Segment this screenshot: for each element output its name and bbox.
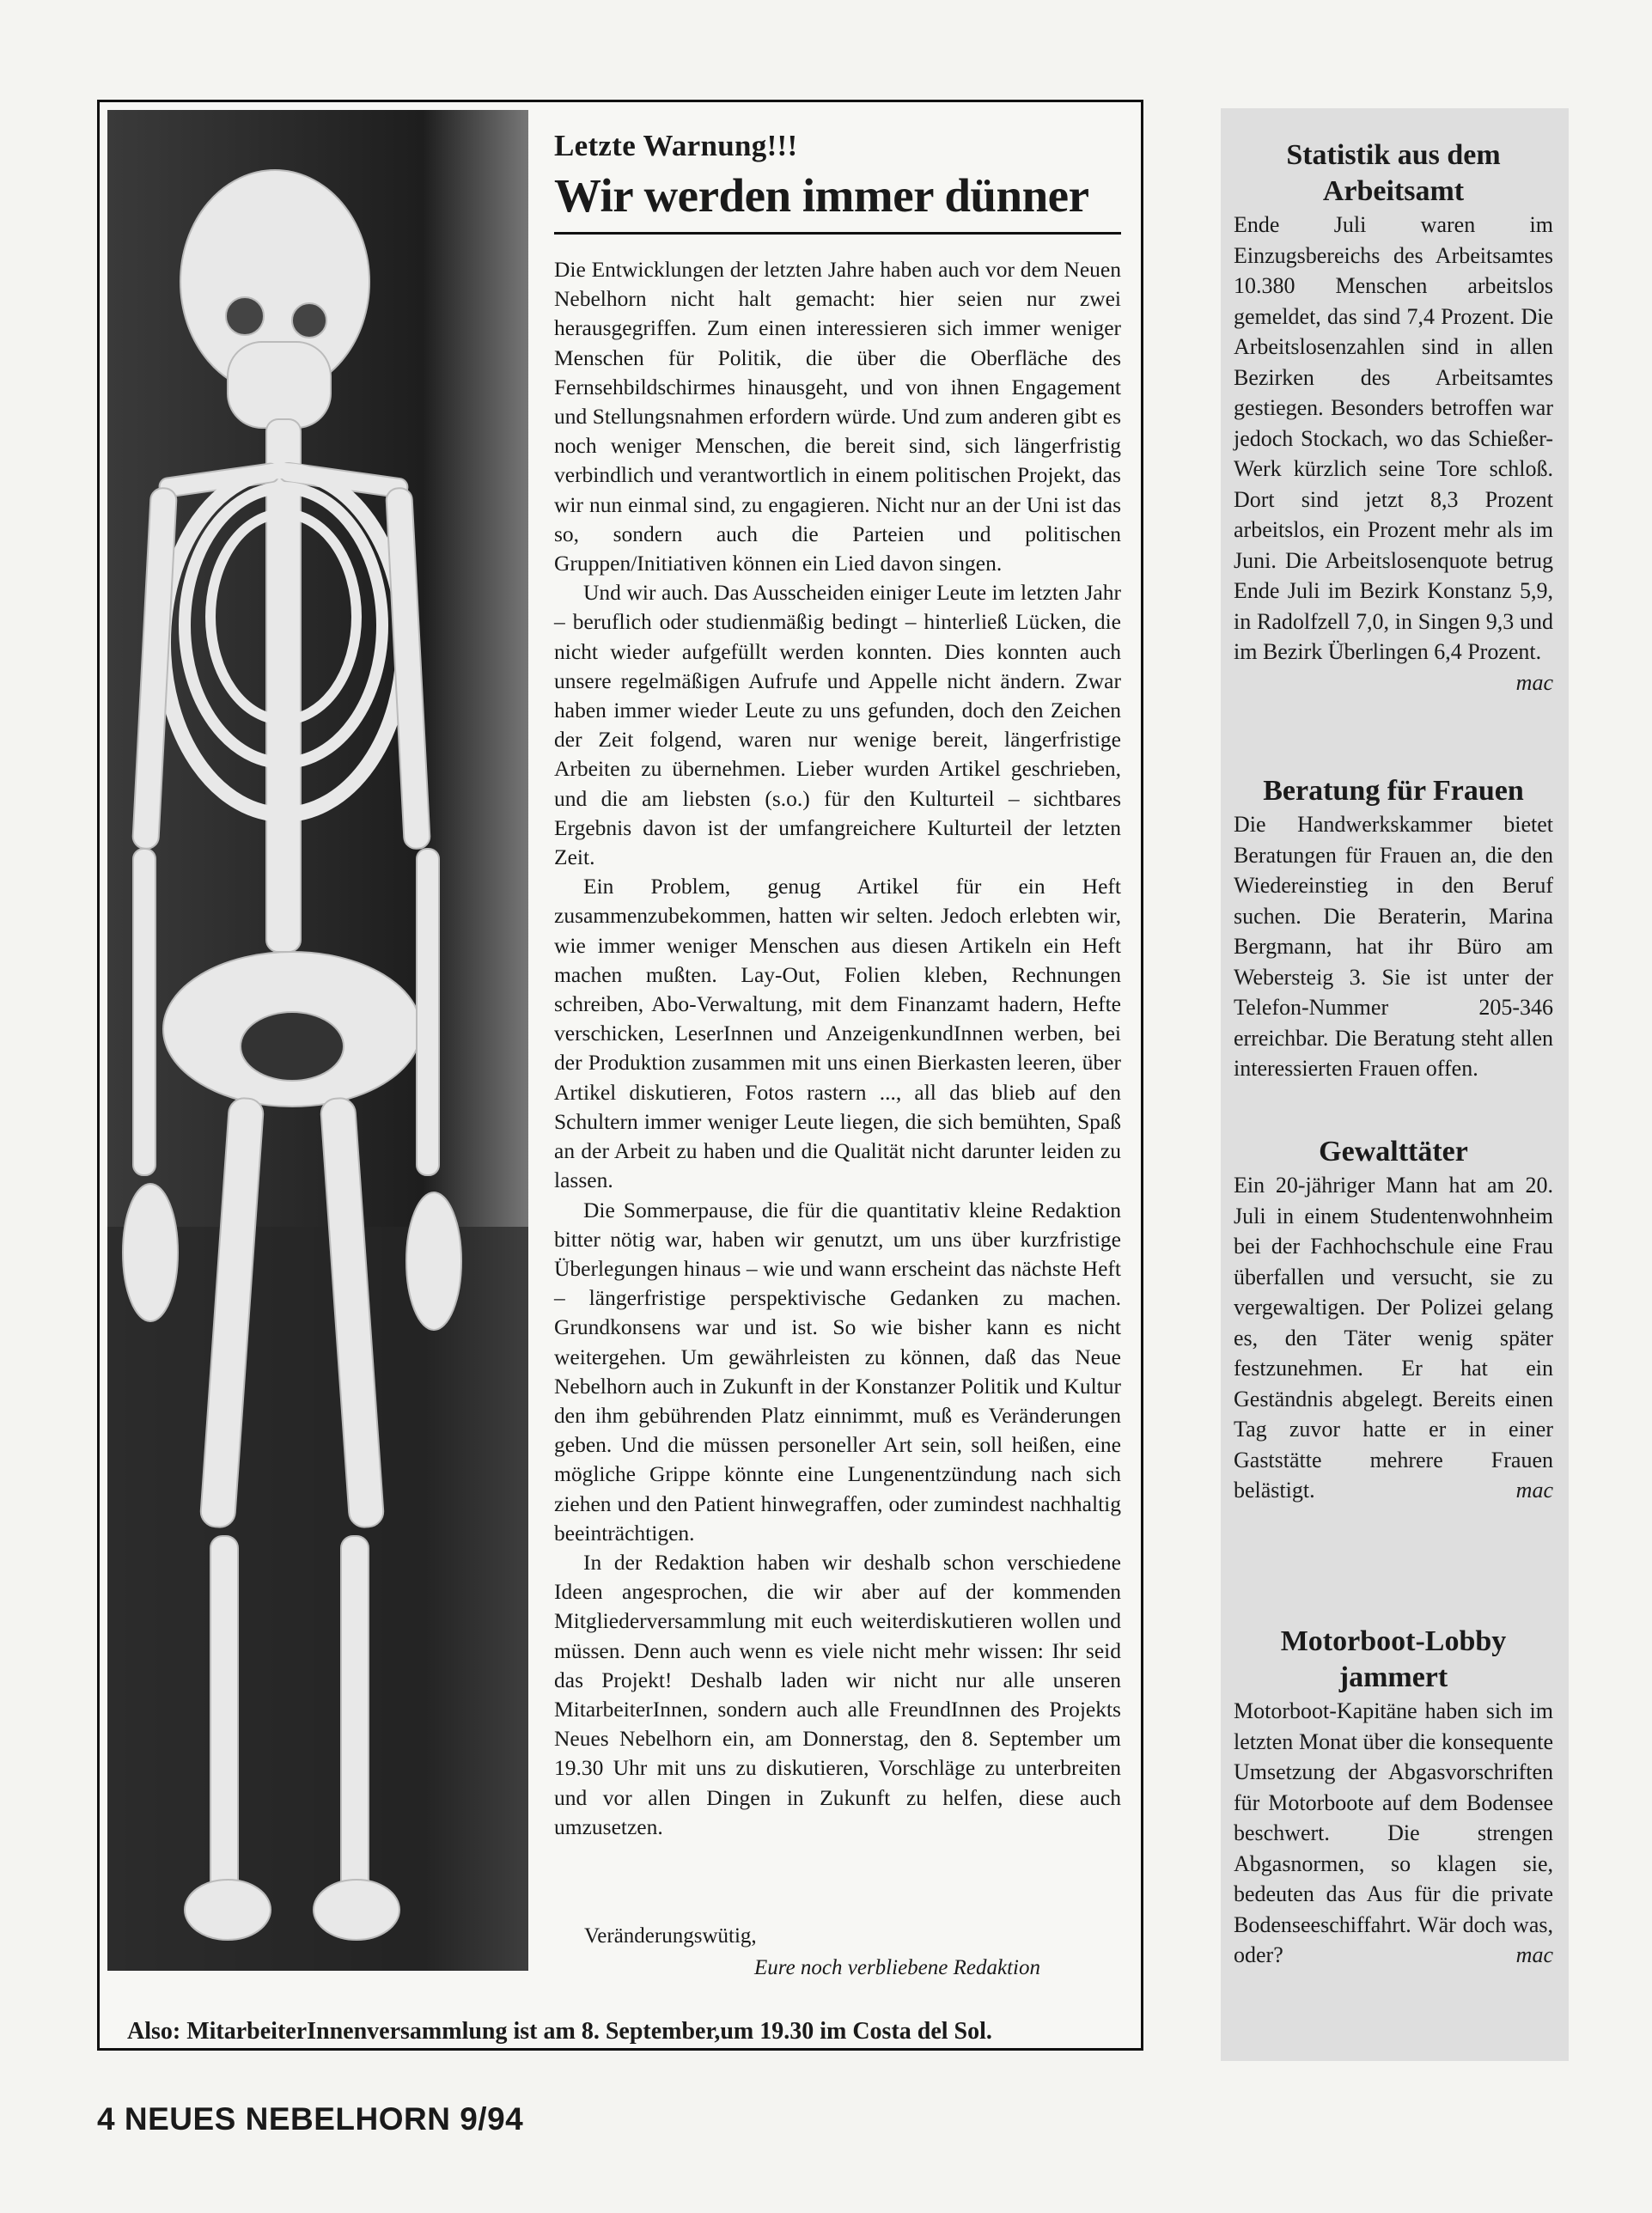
article-body — [554, 255, 1121, 1842]
author-tag: mac — [1515, 1942, 1553, 1967]
sidebar-heading: Motorboot-Lobby jammert — [1280, 1625, 1507, 1693]
article-signoff: Veränderungswütig, — [584, 1924, 757, 1948]
meeting-note: Also: MitarbeiterInnenversammlung ist am 8. September,um 19.30 im Costa del Sol. — [127, 2018, 992, 2045]
sidebar-heading: Gewalttäter — [1319, 1136, 1468, 1167]
article-paragraph: Und wir auch. Das Ausscheiden einiger Leute im letzten Jahr – beruflich oder studienmäßig bedingt – hinterließ Lücken, die nicht wieder aufgefüllt werden konnten. Dies konnten auch unsere regelmäßigen Aufrufe und Appelle nicht ändern. Zwar haben immer wieder Leute zu uns gefunden, doch den Zeichen der Zeit folgend, waren nur wenige bereit, längerfristige Arbeiten zu übernehmen. Lieber wurden Artikel geschrieben, und die am liebsten (s.o.) für den Kulturteil – sichtbares Ergebnis davon ist der umfangreichere Kulturteil der letzten Zeit. — [554, 580, 1121, 870]
sidebar-text: Die Handwerkskammer bietet Beratungen für Frauen an, die den Wiedereinstieg in den Beruf suchen. Die Beraterin, Marina Bergmann, hat ihr Büro am Webersteig 3. Sie ist unter der Telefon-Nummer 205-346 erreichbar. Die Beratung steht allen interessierten Frauen offen. — [1234, 812, 1553, 1081]
sidebar-text: Ein 20-jähriger Mann hat am 20. Juli in einem Studentenwohnheim bei der Fachhochschule eine Frau überfallen und versucht, sie zu vergewaltigen. Der Polizei gelang es, den Täter wenig später festzunehmen. Er hat ein Geständnis abgelegt. Bereits einen Tag zuvor hatte er in einer Gaststätte mehrere Frauen belästigt. — [1234, 1173, 1553, 1503]
sidebar-text: Ende Juli waren im Einzugsbereichs des Arbeitsamtes 10.380 Menschen arbeitslos gemeldet, das sind 7,4 Prozent. Die Arbeitslosenzahlen sind in allen Bezirken des Arbeitsamtes gestiegen. Besonders betroffen war jedoch Stockach, wo das Schießer-Werk kürzlich seine Tore schloß. Dort sind jetzt 8,3 Prozent arbeitslos, ein Prozent mehr als im Juni. Die Arbeitslosenquote betrug Ende Juli im Bezirk Konstanz 5,9, in Radolfzell 7,0, in Singen 9,3 und im Bezirk Überlingen 6,4 Prozent. — [1234, 212, 1553, 664]
article-paragraph: Die Sommerpause, die für die quantitativ kleine Redaktion bitter nötig war, haben wir genutzt, um uns über kurzfristige Überlegungen hinaus – wie und wann erscheint das nächste Heft – längerfristige perspektivische Gedanken zu machen. Grundkonsens war und ist. So wie bisher kann es nicht weitergehen. Um gewährleisten zu können, daß das Neue Nebelhorn auch in Zukunft in der Konstanzer Politik und Kultur den ihm gebührenden Platz einnimmt, muß es Veränderungen geben. Und die müssen personeller Art sein, soll heißen, eine mögliche Grippe könnte eine Lungenentzündung nach sich ziehen und den Patient hinwegraffen, oder zumindest nachhaltig beeinträchtigen. — [554, 1197, 1121, 1545]
sidebar-item-beratung — [1234, 773, 1553, 1084]
author-tag: mac — [1515, 1478, 1553, 1503]
sidebar-item-statistik — [1234, 137, 1553, 698]
page-footer: 4 NEUES NEBELHORN 9/94 — [97, 2101, 524, 2137]
article-paragraph: In der Redaktion haben wir deshalb schon verschiedene Ideen angesprochen, die wir aber auf der kommenden Mitgliederversammlung mit euch weiterdiskutieren wollen und müssen. Denn auch wenn es viele nicht mehr wissen: Ihr seid das Projekt! Deshalb laden wir nicht nur alle unseren MitarbeiterInnen, sondern auch alle FreundInnen des Projekts Neues Nebelhorn ein, am Donnerstag, den 8. September um 19.30 Uhr mit uns zu diskutieren, Vorschläge zu unterbreiten und vor allen Dingen in Zukunft zu helfen, diese auch umzusetzen. — [554, 1549, 1121, 1839]
sidebar-item-motorboot — [1234, 1624, 1553, 1971]
article-signature: Eure noch verbliebene Redaktion — [754, 1956, 1040, 1979]
sidebar-item-gewalttaeter — [1234, 1134, 1553, 1506]
article-paragraph: Ein Problem, genug Artikel für ein Heft zusammenzubekommen, hatten wir selten. Jedoch erlebten wir, wie immer weniger Menschen aus diesen Artikeln ein Heft machen mußten. Lay-Out, Folien kleben, Rechnungen schreiben, Abo-Verwaltung, mit dem Finanzamt hadern, Hefte verschicken, LeserInnen und AnzeigenkundInnen werben, bei der Produktion zusammen mit uns einen Bierkasten leeren, über Artikel diskutieren, Fotos rastern ..., all das blieb auf den Schultern immer weniger Leute liegen, die sich bemühten, Spaß an der Arbeit zu haben und die Qualität nicht darunter leiden zu lassen. — [554, 874, 1121, 1193]
sidebar-heading: Statistik aus dem Arbeitsamt — [1286, 139, 1501, 207]
main-article — [554, 129, 1121, 1842]
skeleton-photo — [107, 110, 528, 1971]
author-tag: mac — [1515, 669, 1553, 695]
article-paragraph: Die Entwicklungen der letzten Jahre haben auch vor dem Neuen Nebelhorn nicht halt gemacht: hier seien nur zwei herausgegriffen. Zum einen interessieren sich immer weniger Menschen für Politik, die über die Oberfläche des Fernsehbildschirmes hinausgeht, und von ihnen Engagement und Stellungsnahmen erfordern würde. Und zum anderen gibt es noch weniger Menschen, die bereit sind, sich längerfristig verbindlich und verantwortlich in einem politischen Projekt, das wir nun einmal sind, zu engagieren. Nicht nur an der Uni ist das so, sondern auch die Parteien und politischen Gruppen/Initiativen können ein Lied davon singen. — [554, 257, 1121, 576]
sidebar-heading: Beratung für Frauen — [1263, 775, 1524, 807]
article-kicker: Letzte Warnung!!! — [554, 129, 798, 162]
sidebar-text: Motorboot-Kapitäne haben sich im letzten Monat über die konsequente Umsetzung der Abgasvorschriften für Motorboote auf dem Bodensee beschwert. Die strengen Abgasnormen, so klagen sie, bedeuten das Aus für die private Bodenseeschiffahrt. Wär doch was, oder? — [1234, 1698, 1553, 1967]
article-headline: Wir werden immer dünner — [554, 168, 1121, 235]
